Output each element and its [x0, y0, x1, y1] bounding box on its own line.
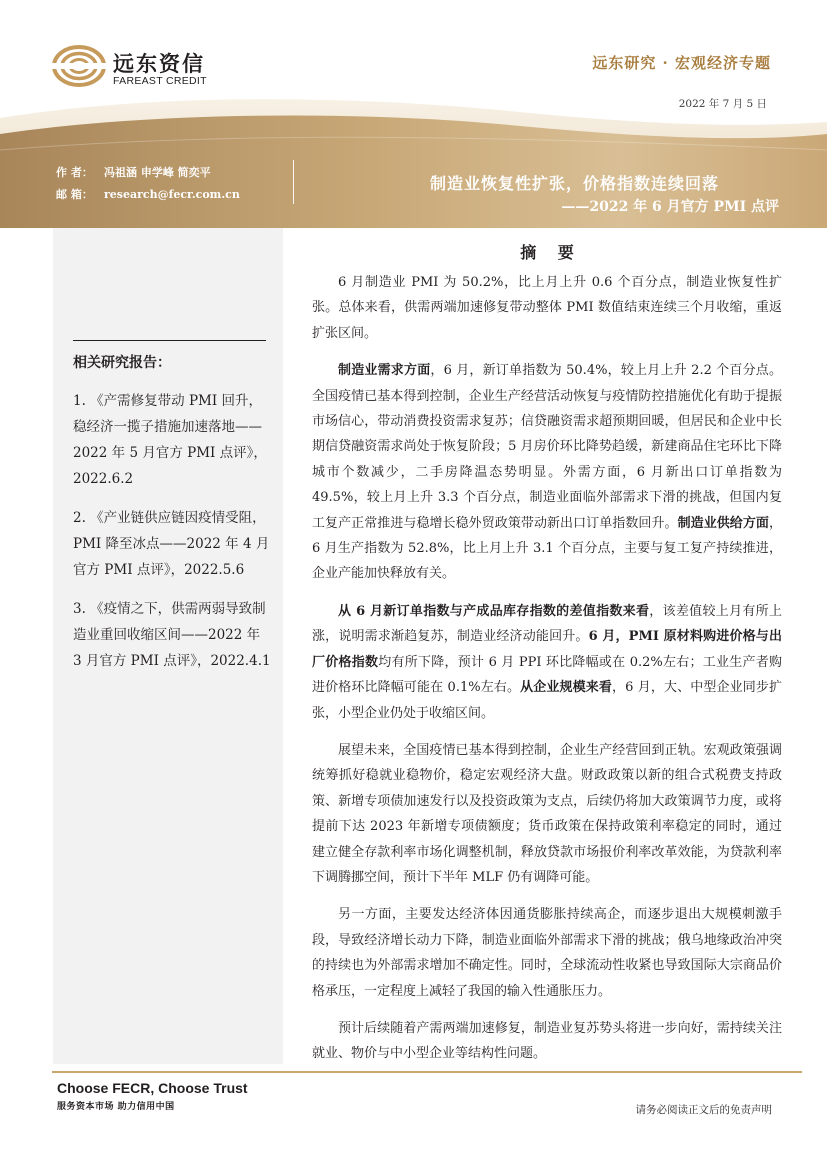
authors-names: 冯祖涵 申学峰 简奕平: [104, 166, 211, 179]
bold-phrase: 从企业规模来看: [520, 680, 613, 696]
bold-phrase: 6 月，PMI 原材料购进价格与出厂价格指数: [312, 629, 782, 670]
footer-slogan: Choose FECR, Choose Trust: [57, 1080, 248, 1096]
brand-name-en: FAREAST CREDIT: [113, 75, 207, 87]
summary-section: [312, 240, 782, 1079]
report-date: 2022 年 7 月 5 日: [678, 98, 767, 110]
related-reports-heading: 相关研究报告：: [73, 355, 171, 371]
authors-line: [56, 164, 211, 180]
email-address[interactable]: research@fecr.com.cn: [104, 188, 240, 201]
summary-paragraph: [312, 599, 782, 726]
footer-divider: [52, 1071, 802, 1073]
sidebar-divider: [73, 340, 266, 341]
concentric-ring-logo-icon: [52, 44, 106, 88]
report-series-label: 远东研究 · 宏观经济专题: [592, 54, 771, 72]
email-label: 邮 箱：: [56, 188, 93, 201]
footer-slogan-sub: 服务资本市场 助力信用中国: [57, 1102, 175, 1112]
bold-phrase: 制造业需求方面: [338, 363, 431, 379]
related-reports-list: [73, 388, 273, 687]
email-line: [56, 186, 240, 202]
summary-paragraph: [312, 358, 782, 587]
summary-heading: 摘 要: [520, 243, 582, 262]
header-divider: [293, 160, 294, 204]
brand-name-cn: 远东资信: [113, 52, 205, 76]
bold-phrase: 制造业供给方面: [677, 515, 769, 531]
summary-paragraph: 6 月制造业 PMI 为 50.2%，比上月上升 0.6 个百分点，制造业恢复性扩张。总体来看，供需两端加速修复带动整体 PMI 数值结束连续三个月收缩，重返扩张区间。: [312, 275, 782, 341]
paragraph-text: ，6 月，大、中型企业同步扩张，小型企业仍处于收缩区间。: [312, 680, 782, 721]
footer-disclaimer: 请务必阅读正文后的免责声明: [635, 1104, 772, 1116]
paragraph-text: ，该差值较上月有所上涨，说明需求渐趋复苏，制造业经济动能回升。: [312, 603, 782, 645]
summary-paragraph: 另一方面，主要发达经济体因通货膨胀持续高企，而逐步退出大规模刺激手段，导致经济增长动力下降，制造业面临外部需求下滑的挑战；俄乌地缘政治冲突的持续也为外部需求增加不确定性。同时，全球流动性收紧也导致国际大宗商品价格承压，一定程度上减轻了我国的输入性通胀压力。: [312, 907, 782, 999]
paragraph-text: ，6 月，新订单指数为 50.4%，较上月上升 2.2 个百分点。全国疫情已基本得到控制，企业生产经营活动恢复与疫情防控措施优化有助于提振市场信心，带动消费投资需求复苏；信贷融资需求超预期回暖，但居民和企业中长期信贷融资需求尚处于恢复阶段；5 月房价环比降势趋缓，新建商品住宅环比下降城市个数减少，二手房降温态势明显。外需方面，6 月新出口订单指数为 49.5%，较上月上升 3.3 个百分点，制造业面临外部需求下滑的挑战，但国内复工复产正常推进与稳增长稳外贸政策带动新出口订单指数回升。: [312, 363, 782, 531]
report-title: 制造业恢复性扩张，价格指数连续回落: [429, 174, 719, 193]
authors-label: 作 者：: [56, 166, 93, 179]
report-header: [0, 0, 827, 228]
related-reports-sidebar: [53, 228, 283, 1064]
report-subtitle: ——2022 年 6 月官方 PMI 点评: [561, 199, 779, 215]
paragraph-text: 均有所下降，预计 6 月 PPI 环比降幅或在 0.2%左右；工业生产者购进价格环比降幅可能在 0.1%左右。: [312, 654, 782, 696]
summary-paragraph: 预计后续随着产需两端加速修复，制造业复苏势头将进一步向好，需持续关注就业、物价与中小型企业等结构性问题。: [312, 1020, 782, 1062]
related-report-item[interactable]: 2. 《产业链供应链因疫情受阻，PMI 降至冰点——2022 年 4 月官方 PMI 点评》，2022.5.6: [73, 510, 270, 578]
related-report-item[interactable]: 1. 《产需修复带动 PMI 回升，稳经济一揽子措施加速落地——2022 年 5 月官方 PMI 点评》，2022.6.2: [73, 393, 267, 487]
summary-paragraph: 展望未来，全国疫情已基本得到控制，企业生产经营回到正轨。宏观政策强调统筹抓好稳就业稳物价，稳定宏观经济大盘。财政政策以新的组合式税费支持政策、新增专项债加速发行以及投资政策为支点，后续仍将加大政策调节力度，或将提前下达 2023 年新增专项债额度；货币政策在保持政策利率稳定的同时，通过建立健全存款利率市场化调整机制，释放贷款市场报价利率改革效能，为贷款利率下调腾挪空间，预计下半年 MLF 仍有调降可能。: [312, 742, 782, 885]
bold-phrase: 从 6 月新订单指数与产成品库存指数的差值指数来看: [338, 603, 650, 619]
related-report-item[interactable]: 3. 《疫情之下，供需两弱导致制造业重回收缩区间——2022 年 3 月官方 PMI 点评》，2022.4.1: [73, 601, 271, 669]
paragraph-text: ，6 月生产指数为 52.8%，比上月上升 3.1 个百分点，主要与复工复产持续推进，企业产能加快释放有关。: [312, 515, 782, 582]
